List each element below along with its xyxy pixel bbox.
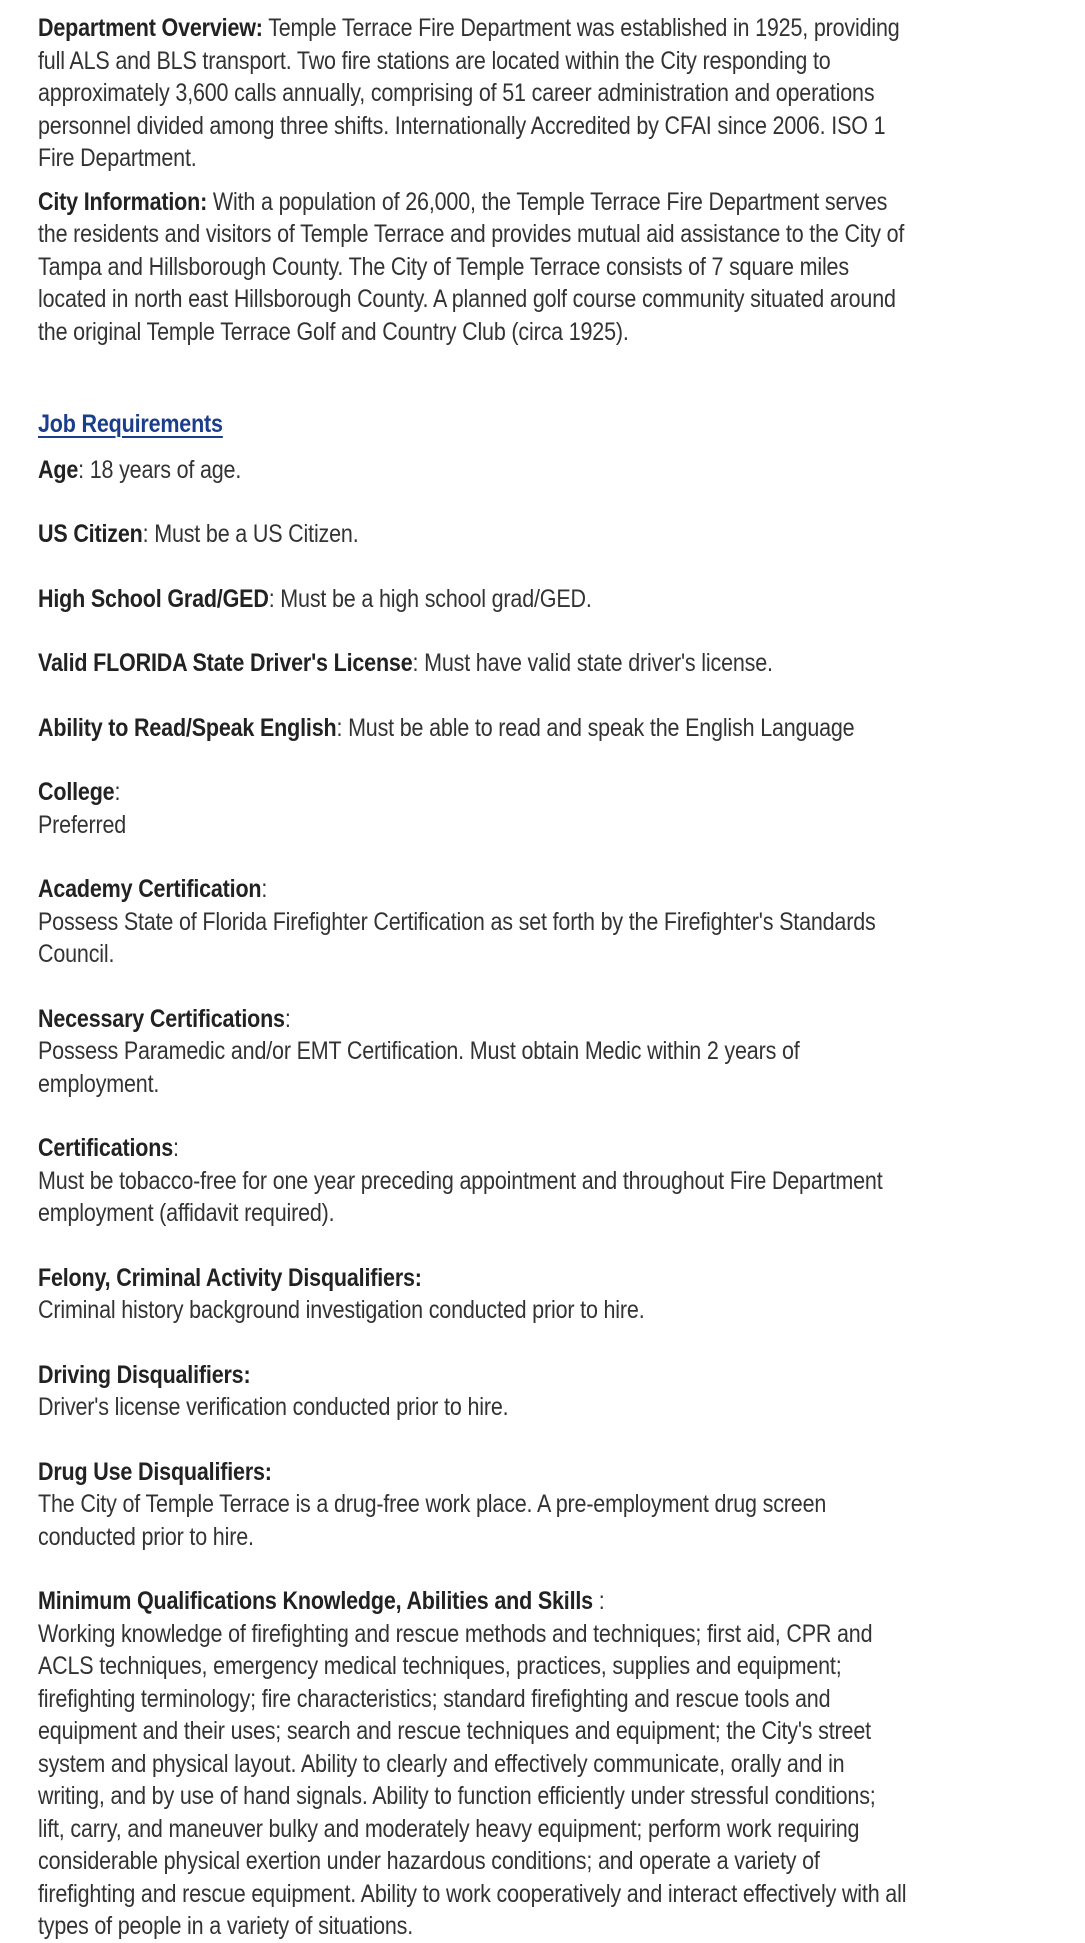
req-english-label: Ability to Read/Speak English <box>38 713 337 742</box>
req-necessary-value: Possess Paramedic and/or EMT Certification. Must obtain Medic within 2 years of employment. <box>38 1037 800 1098</box>
req-drug-use-label: Drug Use Disqualifiers: <box>38 1457 272 1486</box>
req-us-citizen <box>38 518 907 551</box>
req-academy-value: Possess State of Florida Firefighter Certification as set forth by the Firefighter's Standards Council. <box>38 907 876 968</box>
req-age <box>38 454 907 487</box>
req-minimum-qualifications <box>38 1585 907 1943</box>
req-certifications-colon: : <box>172 1134 179 1162</box>
req-college-value: Preferred <box>38 810 127 839</box>
req-felony-label: Felony, Criminal Activity Disqualifiers: <box>38 1263 422 1292</box>
req-felony-value: Criminal history background investigation conducted prior to hire. <box>38 1296 645 1324</box>
city-information-text: With a population of 26,000, the Temple Terrace Fire Department serves the residents and visitors of Temple Terrace and provides mutual aid assistance to the City of Tampa and Hillsborough County. The City of Temple Terrace consists of 7 square miles located in north east Hillsborough County. A planned golf course community situated around the original Temple Terrace Golf and Country Club (circa 1925). <box>38 187 905 346</box>
req-academy-colon: : <box>261 875 268 903</box>
req-drug-use-value: The City of Temple Terrace is a drug-free work place. A pre-employment drug screen conducted prior to hire. <box>38 1490 827 1551</box>
req-drivers-license-value: : Must have valid state driver's license. <box>412 649 773 677</box>
req-academy-label: Academy Certification <box>38 875 262 903</box>
req-age-label: Age <box>38 455 79 484</box>
req-driving-label: Driving Disqualifiers: <box>38 1360 251 1389</box>
city-information <box>38 186 907 349</box>
req-necessary-label: Necessary Certifications <box>38 1004 285 1033</box>
req-certifications-value: Must be tobacco-free for one year preceding appointment and throughout Fire Department employment (affidavit required). <box>38 1166 883 1227</box>
req-age-value: : 18 years of age. <box>78 455 242 484</box>
requirements-list <box>38 454 907 1943</box>
req-college-colon: : <box>114 778 121 806</box>
department-overview-label: Department Overview: <box>38 14 263 42</box>
job-posting-content <box>38 12 907 1943</box>
req-driving-value: Driver's license verification conducted prior to hire. <box>38 1393 509 1421</box>
req-academy <box>38 873 907 971</box>
req-us-citizen-label: US Citizen <box>38 520 143 548</box>
req-drivers-license <box>38 647 907 680</box>
req-certifications-label: Certifications <box>38 1134 173 1162</box>
req-college <box>38 776 907 841</box>
req-english-value: : Must be able to read and speak the English Language <box>336 713 855 742</box>
req-us-citizen-value: : Must be a US Citizen. <box>142 520 359 548</box>
req-minimum-colon: : <box>592 1587 605 1615</box>
req-college-label: College <box>38 778 115 806</box>
req-drug-use <box>38 1456 907 1554</box>
req-driving <box>38 1359 907 1424</box>
req-english <box>38 712 907 745</box>
req-felony <box>38 1262 907 1327</box>
req-necessary-colon: : <box>284 1004 291 1033</box>
req-high-school <box>38 583 907 616</box>
req-minimum-label: Minimum Qualifications Knowledge, Abilities and Skills <box>38 1587 593 1615</box>
city-information-label: City Information: <box>38 187 208 216</box>
department-overview <box>38 12 907 175</box>
req-necessary-certifications <box>38 1003 907 1101</box>
req-high-school-value: : Must be a high school grad/GED. <box>268 584 592 613</box>
req-minimum-value: Working knowledge of firefighting and rescue methods and techniques; first aid, CPR and ACLS techniques, emergency medical techniques, practices, supplies and equipment; firefighting terminology; fire characteristics; standard firefighting and rescue tools and equipment and their uses; search and rescue techniques and equipment; the City's street system and physical layout. Ability to clearly and effectively communicate, orally and in writing, and by use of hand signals. Ability to function efficiently under stressful conditions; lift, carry, and maneuver bulky and moderately heavy equipment; perform work requiring considerable physical exertion under hazardous conditions; and operate a variety of firefighting and rescue equipment. Ability to work cooperatively and interact effectively with all types of people in a variety of situations. <box>38 1619 907 1940</box>
department-overview-text: Temple Terrace Fire Department was established in 1925, providing full ALS and BLS transport. Two fire stations are located within the City responding to approximately 3,600 calls annually, comprising of 51 career administration and operations personnel divided among three shifts. Internationally Accredited by CFAI since 2006. ISO 1 Fire Department. <box>38 14 900 172</box>
job-requirements-link[interactable]: Job Requirements <box>38 410 223 438</box>
req-drivers-license-label: Valid FLORIDA State Driver's License <box>38 649 413 677</box>
req-certifications <box>38 1132 907 1230</box>
req-high-school-label: High School Grad/GED <box>38 584 269 613</box>
